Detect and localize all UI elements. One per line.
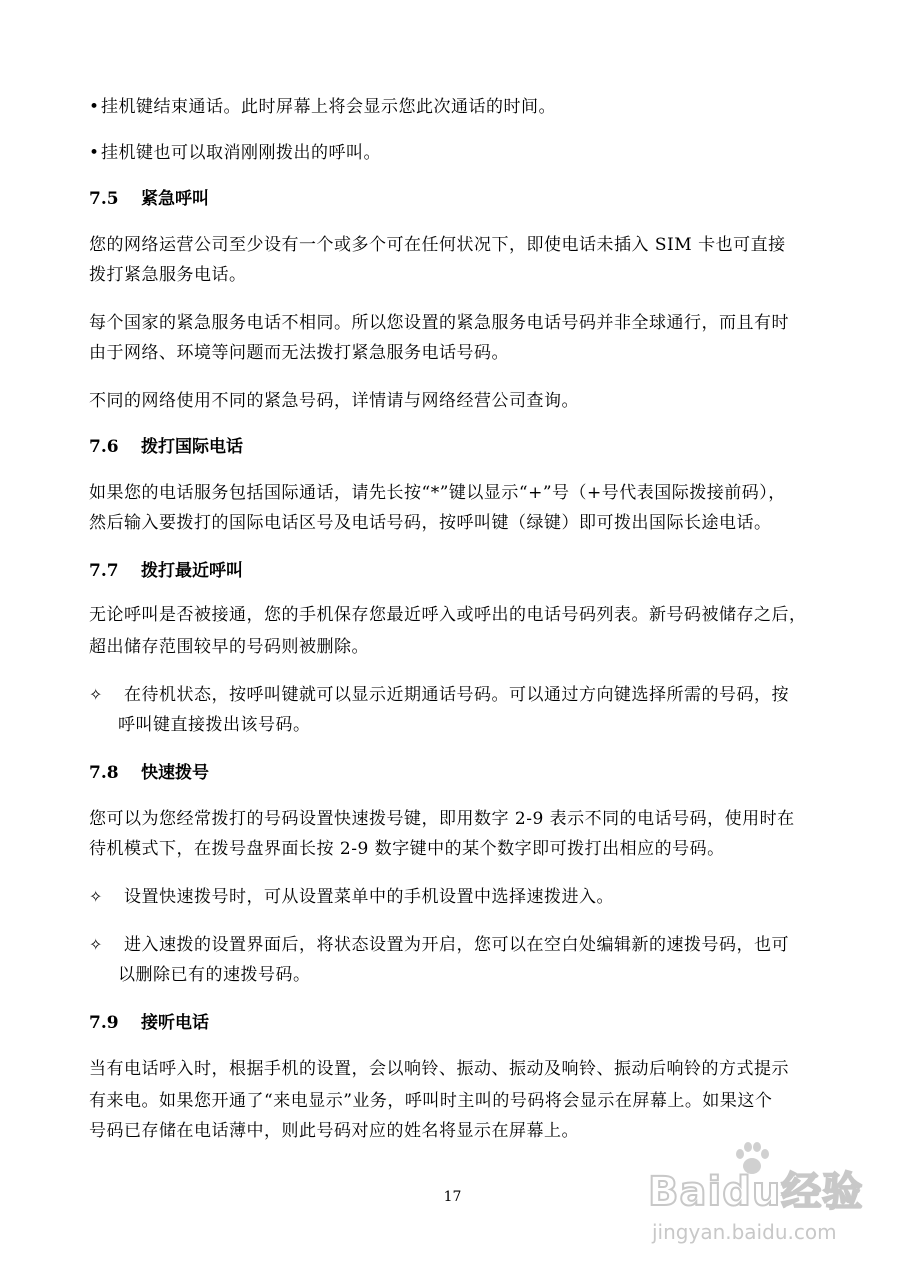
- baidu-watermark: [640, 1140, 890, 1270]
- bullet-item: [89, 142, 829, 164]
- bullet-item: [89, 96, 829, 118]
- section-number: 7.8: [89, 763, 119, 783]
- paragraph-line: 当有电话呼入时，根据手机的设置，会以响铃、振动、振动及响铃、振动后响铃的方式提示: [89, 1059, 789, 1079]
- list-marker-icon: ✧: [89, 887, 103, 906]
- section-heading-7-7: [89, 560, 243, 582]
- paragraph-line: 不同的网络使用不同的紧急号码，详情请与网络经营公司查询。: [89, 391, 579, 411]
- section-number: 7.6: [89, 437, 119, 457]
- paragraph-line: 如果您的电话服务包括国际通话，请先长按“*”键以显示“+”号（+号代表国际拨接前码），: [89, 483, 786, 503]
- paragraph-line: 由于网络、环境等问题而无法拨打紧急服务电话号码。: [89, 343, 509, 363]
- paragraph-line: 超出储存范围较早的号码则被删除。: [89, 637, 369, 657]
- paragraph-line: 有来电。如果您开通了“来电显示”业务，呼叫时主叫的号码将会显示在屏幕上。如果这个: [89, 1091, 773, 1111]
- paragraph-line: 每个国家的紧急服务电话不相同。所以您设置的紧急服务电话号码并非全球通行，而且有时: [89, 313, 789, 333]
- section-heading-7-5: [89, 188, 209, 210]
- page-number: 17: [443, 1189, 462, 1205]
- section-title: 快速拨号: [141, 763, 209, 783]
- list-item-line: 设置快速拨号时，可从设置菜单中的手机设置中选择速拨进入。: [124, 887, 614, 907]
- paragraph-line: 您可以为您经常拨打的号码设置快速拨号键，即用数字 2-9 表示不同的电话号码，使用时在: [89, 809, 795, 829]
- list-item-line: 以删除已有的速拨号码。: [118, 965, 311, 985]
- paragraph-line: 无论呼叫是否被接通，您的手机保存您最近呼入或呼出的电话号码列表。新号码被储存之后，: [89, 605, 807, 625]
- paragraph-line: 号码已存储在电话薄中，则此号码对应的姓名将显示在屏幕上。: [89, 1121, 579, 1141]
- bullet-text: 挂机键也可以取消刚刚拨出的呼叫。: [101, 143, 381, 163]
- list-item-line: 呼叫键直接拨出该号码。: [118, 715, 311, 735]
- paragraph-line: 拨打紧急服务电话。: [89, 265, 247, 285]
- section-number: 7.9: [89, 1013, 119, 1033]
- watermark-logo: Baidu经验: [648, 1169, 864, 1215]
- bullet-dot: •: [89, 97, 100, 117]
- bullet-text: 挂机键结束通话。此时屏幕上将会显示您此次通话的时间。: [101, 97, 556, 117]
- paragraph-line: 然后输入要拨打的国际电话区号及电话号码，按呼叫键（绿键）即可拨出国际长途电话。: [89, 513, 772, 533]
- section-title: 接听电话: [141, 1013, 209, 1033]
- list-item-line: 在待机状态，按呼叫键就可以显示近期通话号码。可以通过方向键选择所需的号码，按: [124, 685, 789, 705]
- list-marker-icon: ✧: [89, 935, 103, 954]
- list-marker-icon: ✧: [89, 685, 103, 704]
- section-title: 紧急呼叫: [141, 189, 209, 209]
- bullet-dot: •: [89, 143, 100, 163]
- list-item-line: 进入速拨的设置界面后，将状态设置为开启，您可以在空白处编辑新的速拨号码，也可: [124, 935, 789, 955]
- paragraph-line: 待机模式下，在拨号盘界面长按 2-9 数字键中的某个数字即可拨打出相应的号码。: [89, 839, 725, 859]
- paragraph-line: 您的网络运营公司至少设有一个或多个可在任何状况下，即使电话未插入 SIM 卡也可直接: [89, 235, 786, 255]
- section-heading-7-9: [89, 1012, 209, 1034]
- section-number: 7.7: [89, 561, 119, 581]
- section-title: 拨打最近呼叫: [141, 561, 243, 581]
- section-heading-7-6: [89, 436, 243, 458]
- section-title: 拨打国际电话: [141, 437, 243, 457]
- watermark-url: jingyan.baidu.com: [652, 1220, 837, 1244]
- section-number: 7.5: [89, 189, 119, 209]
- section-heading-7-8: [89, 762, 209, 784]
